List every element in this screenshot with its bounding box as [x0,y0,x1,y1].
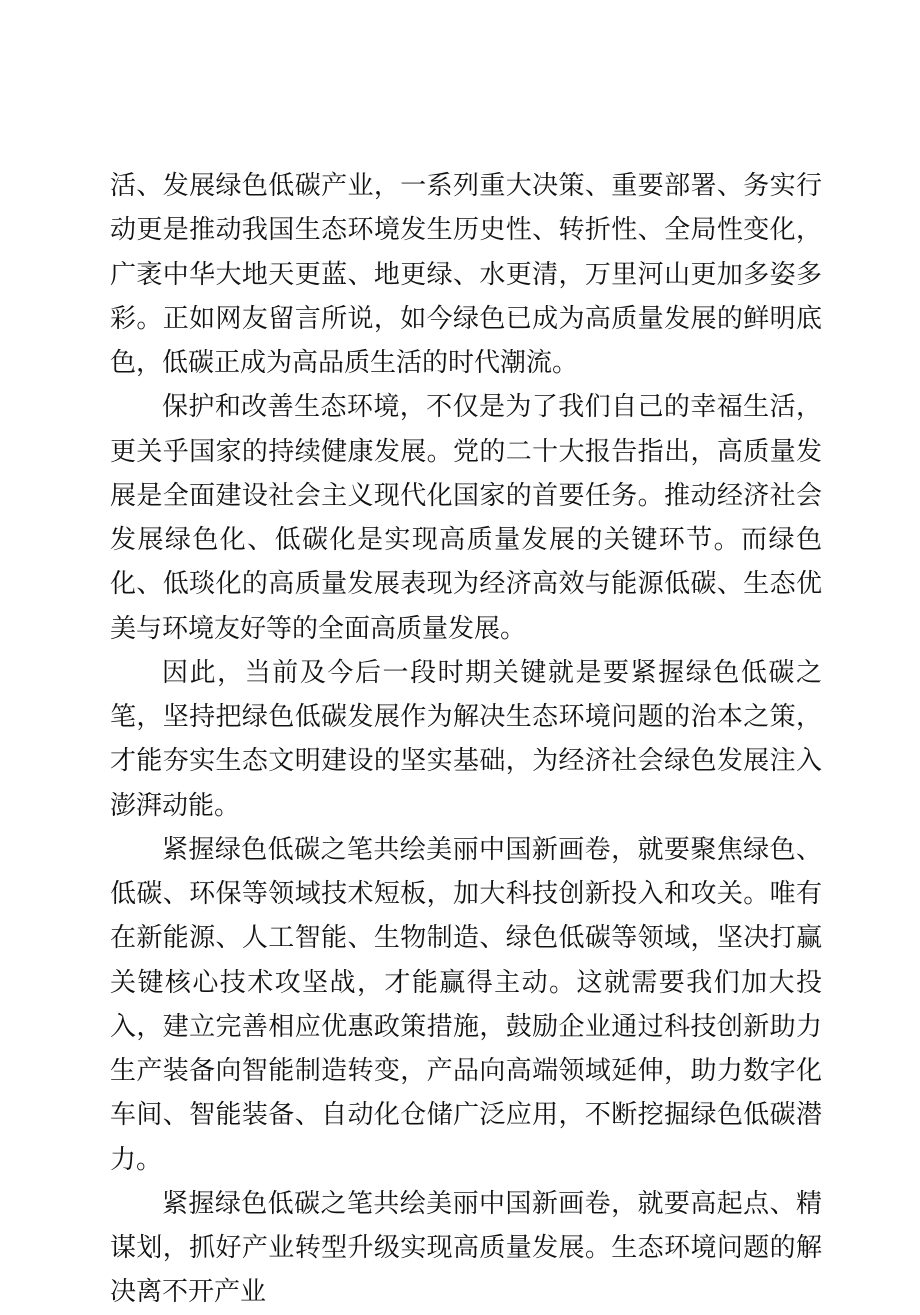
paragraph-green-low-carbon-key: 因此，当前及今后一段时期关键就是要紧握绿色低碳之笔，坚持把绿色低碳发展作为解决生态环境问题的治本之策，才能夯实生态文明建设的坚实基础，为经济社会绿色发展注入澎湃动能。 [110,657,822,821]
paragraph-continued: 活、发展绿色低碳产业，一系列重大决策、重要部署、务实行动更是推动我国生态环境发生历史性、转折性、全局性变化，广袤中华大地天更蓝、地更绿、水更清，万里河山更加多姿多彩。正如网友留言所说，如今绿色已成为高质量发展的鲜明底色，低碳正成为高品质生活的时代潮流。 [110,171,822,378]
paragraph-ecology-protection: 保护和改善生态环境，不仅是为了我们自己的幸福生活，更关乎国家的持续健康发展。党的二十大报告指出，高质量发展是全面建设社会主义现代化国家的首要任务。推动经济社会发展绿色化、低碳化是实现高质量发展的关键环节。而绿色化、低琰化的高质量发展表现为经济高效与能源低碳、生态优美与环境友好等的全面高质量发展。 [110,392,822,644]
paragraph-industry-upgrade: 紧握绿色低碳之笔共绘美丽中国新画卷，就要高起点、精谋划，抓好产业转型升级实现高质量发展。生态环境问题的解决离不开产业 [110,1188,822,1308]
document-body [110,164,822,1315]
paragraph-tech-innovation: 紧握绿色低碳之笔共绘美丽中国新画卷，就要聚焦绿色、低碳、环保等领域技术短板，加大科技创新投入和攻关。唯有在新能源、人工智能、生物制造、绿色低碳等领域，坚决打赢关键核心技术攻坚战，才能赢得主动。这就需要我们加大投入，建立完善相应优惠政策措施，鼓励企业通过科技创新助力生产装备向智能制造转变，产品向高端领域延伸，助力数字化车间、智能装备、自动化仓储广泛应用，不断挖掘绿色低碳潜力。 [110,834,822,1175]
